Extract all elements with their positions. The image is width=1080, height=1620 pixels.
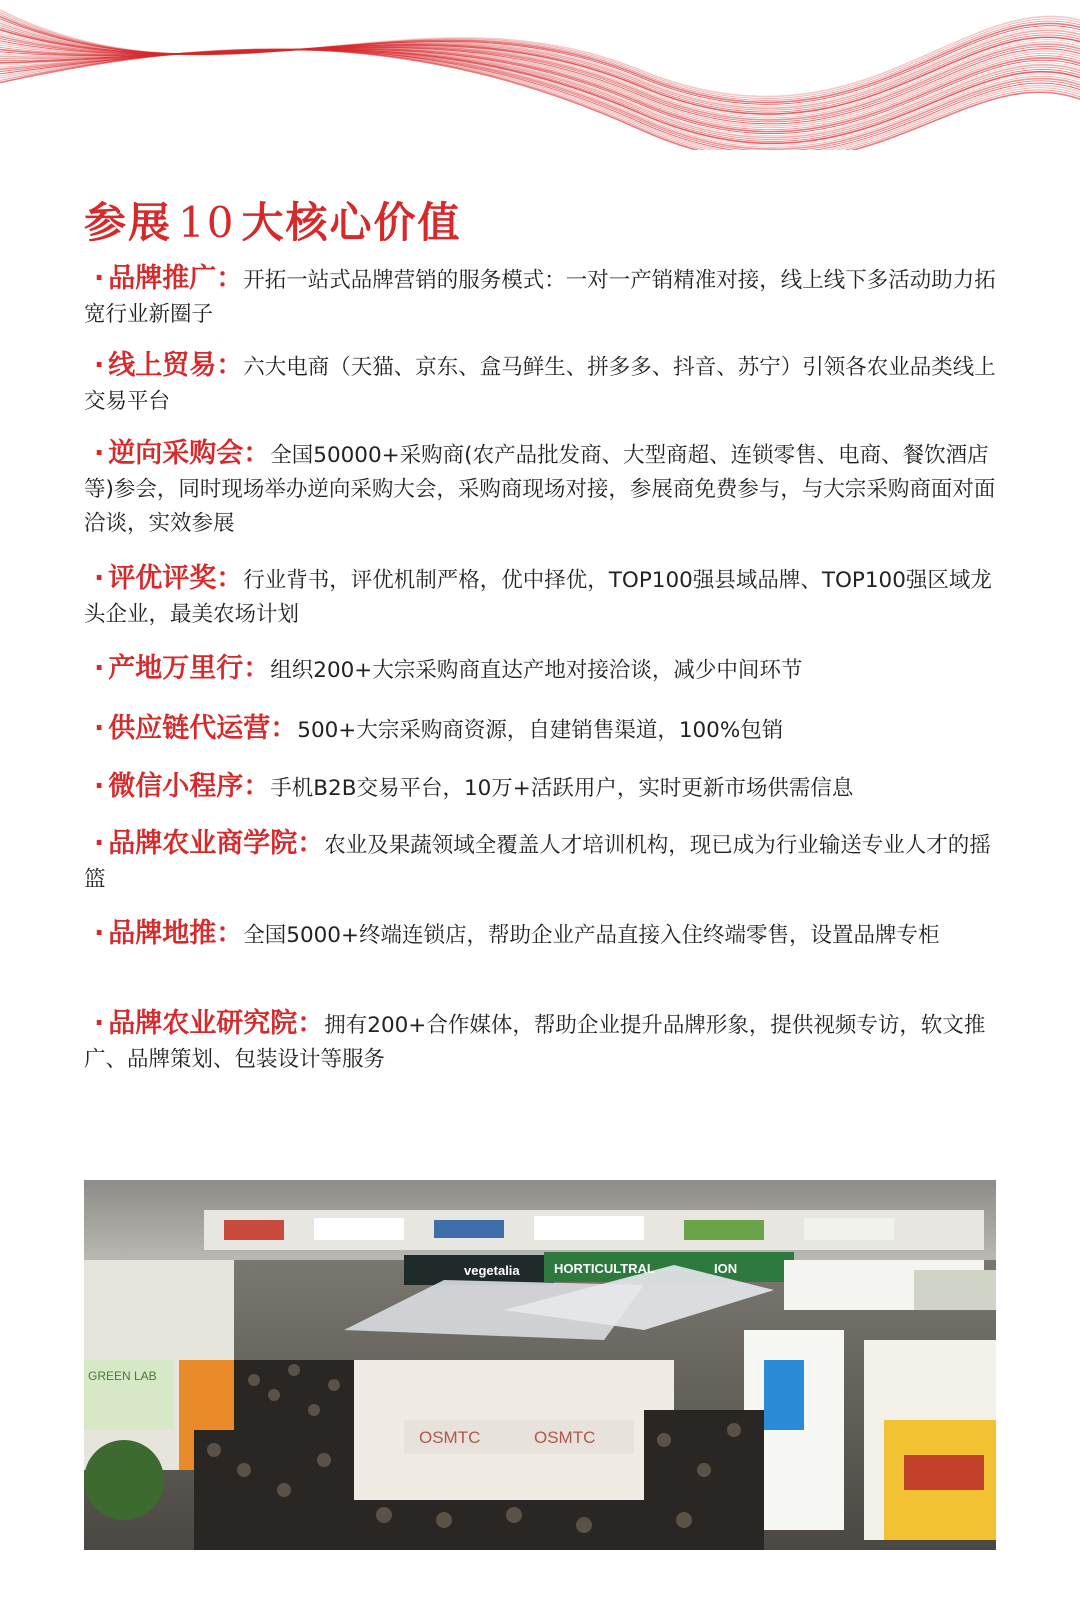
value-item-label: 品牌农业商学院 <box>108 828 298 859</box>
value-item-label: 线上贸易 <box>108 350 217 381</box>
value-item: · 品牌地推：全国5000+终端连锁店，帮助企业产品直接入住终端零售，设置品牌专柜 <box>94 918 940 949</box>
page-title <box>84 190 461 250</box>
value-item: · 逆向采购会：全国50000+采购商(农产品批发商、大型商超、连锁零售、电商、餐饮酒店等)参会，同时现场举办逆向采购大会，采购商现场对接，参展商免费参与，与大宗采购商面对面洽谈，实效参展 <box>84 438 996 536</box>
value-item: · 品牌农业研究院：拥有200+合作媒体，帮助企业提升品牌形象，提供视频专访，软文推广、品牌策划、包装设计等服务 <box>84 1008 986 1072</box>
photo-sign-text: ION <box>714 1261 738 1276</box>
bullet-icon: · <box>94 713 105 744</box>
value-item-text: 手机B2B交易平台，10万+活跃用户，实时更新市场供需信息 <box>270 776 854 801</box>
bullet-icon: · <box>94 828 105 859</box>
bullet-icon: · <box>94 263 105 294</box>
value-item: · 品牌推广：开拓一站式品牌营销的服务模式：一对一产销精准对接，线上线下多活动助力拓宽行业新圈子 <box>84 263 996 327</box>
exhibition-hall-photo <box>84 1180 996 1550</box>
title-prefix: 参展 <box>84 198 173 247</box>
photo-sign-text: HORTICULTRAL <box>554 1261 655 1276</box>
value-item-text: 组织200+大宗采购商直达产地对接洽谈，减少中间环节 <box>270 658 803 683</box>
photo-sign-text: GREEN LAB <box>88 1369 157 1383</box>
red-wave-decoration <box>0 0 1080 150</box>
value-item: · 线上贸易：六大电商（天猫、京东、盒马鲜生、拼多多、抖音、苏宁）引领各农业品类线上交易平台 <box>84 350 996 414</box>
value-item: · 微信小程序：手机B2B交易平台，10万+活跃用户，实时更新市场供需信息 <box>94 771 854 802</box>
value-item-label: 品牌农业研究院 <box>108 1008 298 1039</box>
value-item-label: 产地万里行 <box>108 653 244 684</box>
value-item-text: 全国50000+采购商(农产品批发商、大型商超、连锁零售、电商、餐饮酒店等)参会，同时现场举办逆向采购大会，采购商现场对接，参展商免费参与，与大宗采购商面对面洽谈，实效参展 <box>84 443 996 536</box>
bullet-icon: · <box>94 771 105 802</box>
value-item: · 产地万里行：组织200+大宗采购商直达产地对接洽谈，减少中间环节 <box>94 653 803 684</box>
value-item-text: 500+大宗采购商资源，自建销售渠道，100%包销 <box>297 718 784 743</box>
value-item-text: 全国5000+终端连锁店，帮助企业产品直接入住终端零售，设置品牌专柜 <box>243 923 940 948</box>
value-item-text: 开拓一站式品牌营销的服务模式：一对一产销精准对接，线上线下多活动助力拓宽行业新圈子 <box>84 268 996 327</box>
value-item: · 品牌农业商学院：农业及果蔬领域全覆盖人才培训机构，现已成为行业输送专业人才的摇篮 <box>84 828 991 892</box>
bullet-icon: · <box>94 563 105 594</box>
bullet-icon: · <box>94 350 105 381</box>
value-item: · 供应链代运营：500+大宗采购商资源，自建销售渠道，100%包销 <box>94 713 784 744</box>
value-item-text: 拥有200+合作媒体，帮助企业提升品牌形象，提供视频专访，软文推广、品牌策划、包装设计等服务 <box>84 1013 986 1072</box>
title-suffix: 大核心价值 <box>241 198 462 247</box>
wave-line <box>0 50 1080 146</box>
value-item-label: 评优评奖 <box>108 563 217 594</box>
bullet-icon: · <box>94 653 105 684</box>
value-item-text: 行业背书，评优机制严格，优中择优，TOP100强县域品牌、TOP100强区域龙头企业，最美农场计划 <box>84 568 992 627</box>
bullet-icon: · <box>94 918 105 949</box>
photo-sign-text: OSMTC <box>534 1428 596 1447</box>
value-item-label: 逆向采购会 <box>108 438 244 469</box>
bullet-icon: · <box>94 1008 105 1039</box>
photo-sign-text: OSMTC <box>419 1428 481 1447</box>
title-number: 10 <box>178 198 236 247</box>
value-item-label: 品牌地推 <box>108 918 217 949</box>
photo-sign-text: vegetalia <box>464 1263 520 1278</box>
value-item-text: 农业及果蔬领域全覆盖人才培训机构，现已成为行业输送专业人才的摇篮 <box>84 833 991 892</box>
value-item-label: 供应链代运营 <box>108 713 271 744</box>
value-item-label: 微信小程序 <box>108 771 244 802</box>
value-item-text: 六大电商（天猫、京东、盒马鲜生、拼多多、抖音、苏宁）引领各农业品类线上交易平台 <box>84 355 996 414</box>
bullet-icon: · <box>94 438 105 469</box>
value-item: · 评优评奖：行业背书，评优机制严格，优中择优，TOP100强县域品牌、TOP100强区域龙头企业，最美农场计划 <box>84 563 992 627</box>
value-item-label: 品牌推广 <box>108 263 217 294</box>
